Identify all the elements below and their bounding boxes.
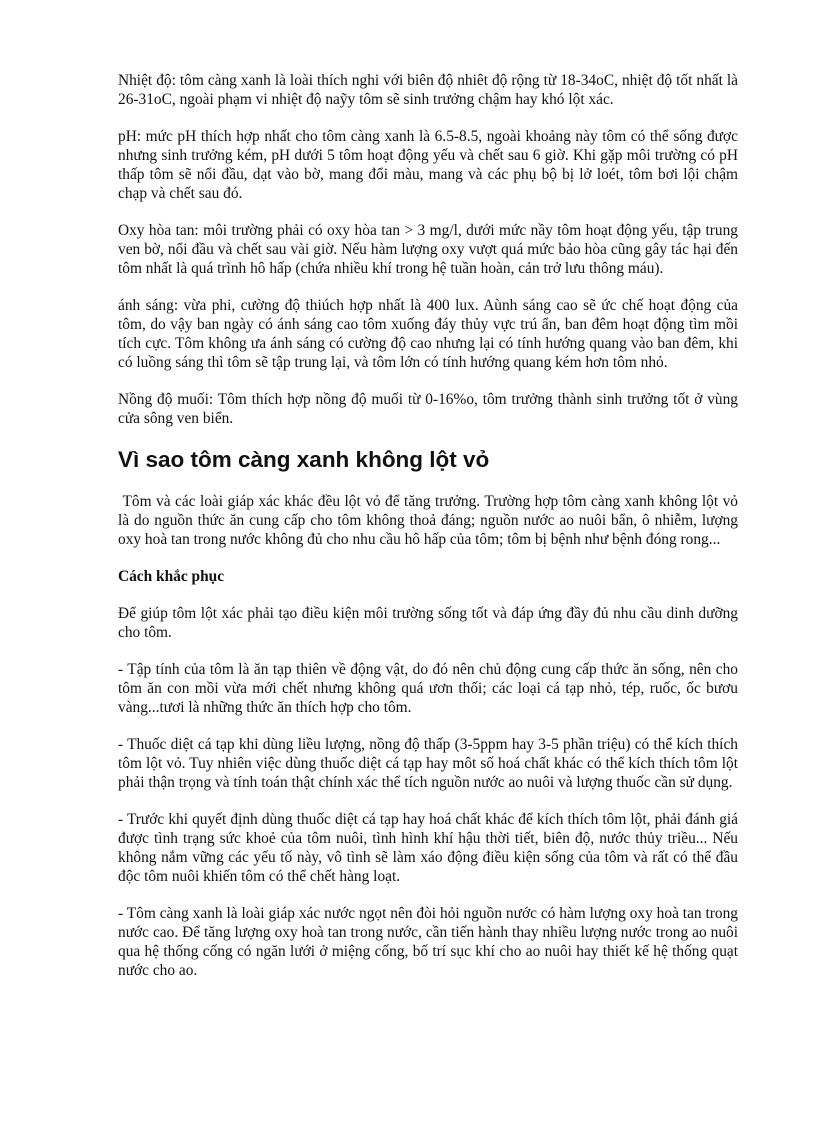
paragraph-remedy-assessment: - Trước khi quyết định dùng thuốc diệt cá tạp hay hoá chất khác để kích thích tôm lột, phải đánh giá được tình trạng sức khoẻ của tôm nuôi, tình hình khí hậu thời tiết, biên độ, nước thủy triều... Nếu không nắm vững các yếu tố này, vô tình sẽ làm xáo động điều kiện sống của tôm và rất có thể đầu độc tôm nuôi khiến tôm có thể chết hàng loạt. <box>118 811 738 885</box>
section-heading: Vì sao tôm càng xanh không lột vỏ <box>118 447 490 472</box>
paragraph-dissolved-oxygen: Oxy hòa tan: môi trường phải có oxy hòa tan > 3 mg/l, dưới mức nầy tôm hoạt động yếu, tập trung ven bờ, nổi đầu và chết sau vài giờ. Nếu hàm lượng oxy vượt quá mức bảo hòa cũng gây tác hại đến tôm nhất là quá trình hô hấp (chứa nhiều khí trong hệ tuần hoàn, cản trở lưu thông máu). <box>118 222 738 277</box>
paragraph-light: ánh sáng: vừa phi, cường độ thiúch hợp nhất là 400 lux. Aùnh sáng cao sẽ ức chế hoạt động của tôm, do vậy ban ngày có ánh sáng cao tôm xuống đáy thủy vực trú ẩn, ban đêm hoạt động tìm mồi tích cực. Tôm không ưa ánh sáng có cường độ cao nhưng lại có tính hướng quang vào ban đêm, khi có luồng sáng thì tôm sẽ tập trung lại, và tôm lớn có tính hướng quang kém hơn tôm nhỏ. <box>118 297 738 371</box>
paragraph-temperature: Nhiệt độ: tôm càng xanh là loài thích nghi với biên độ nhiêt độ rộng từ 18-34oC, nhiệt độ tốt nhất là 26-31oC, ngoài phạm vi nhiệt độ naỹy tôm sẽ sinh trưởng chậm hay khó lột xác. <box>118 72 738 108</box>
paragraph-remedy-summary: Để giúp tôm lột xác phải tạo điều kiện môi trường sống tốt và đáp ứng đầy đủ nhu cầu dinh dưỡng cho tôm. <box>118 605 738 641</box>
paragraph-salinity: Nồng độ muối: Tôm thích hợp nồng độ muối từ 0-16%o, tôm trưởng thành sinh trưởng tốt ở vùng cửa sông ven biển. <box>118 391 738 427</box>
paragraph-remedy-oxygen: - Tôm càng xanh là loài giáp xác nước ngọt nên đòi hỏi nguồn nước có hàm lượng oxy hoà tan trong nước cao. Để tăng lượng oxy hoà tan trong nước, cần tiến hành thay nhiều lượng nước trong ao nuôi qua hệ thống cống có ngăn lưới ở miệng cống, bố trí sục khí cho ao nuôi hay thiết kế hệ thống quạt nước cho ao. <box>118 905 738 979</box>
document-body <box>118 71 742 998</box>
paragraph-ph: pH: mức pH thích hợp nhất cho tôm càng xanh là 6.5-8.5, ngoài khoảng này tôm có thể sống được nhưng sinh trưởng kém, pH dưới 5 tôm hoạt động yếu và chết sau 6 giờ. Khi gặp môi trường có pH thấp tôm sẽ nổi đầu, dạt vào bờ, mang đổi màu, mang và các phụ bộ bị lở loét, tôm bơi lội chậm chạp và chết sau đó. <box>118 128 738 202</box>
subheading-remedy: Cách khắc phục <box>118 568 225 585</box>
paragraph-remedy-chemicals: - Thuốc diệt cá tạp khi dùng liều lượng, nồng độ thấp (3-5ppm hay 3-5 phần triệu) có thể kích thích tôm lột vỏ. Tuy nhiên việc dùng thuốc diệt cá tạp hay môt số hoá chất khác có thể kích thích tôm lột phải thận trọng và tính toán thật chính xác thể tích nguồn nước ao nuôi và lượng thuốc cần sử dụng. <box>118 736 738 791</box>
paragraph-intro: Tôm và các loài giáp xác khác đều lột vỏ để tăng trưởng. Trường hợp tôm càng xanh không lột vỏ là do nguồn thức ăn cung cấp cho tôm không thoả đáng; nguồn nước ao nuôi bẩn, ô nhiễm, lượng oxy hoà tan trong nước không đủ cho nhu cầu hô hấp của tôm; tôm bị bệnh như bệnh đóng rong... <box>118 493 742 548</box>
paragraph-remedy-feeding: - Tập tính của tôm là ăn tạp thiên về động vật, do đó nên chủ động cung cấp thức ăn sống, nên cho tôm ăn con mồi vừa mới chết nhưng không quá ươn thối; các loại cá tạp nhỏ, tép, ruốc, ốc bươu vàng...tươi là những thức ăn thích hợp cho tôm. <box>118 661 738 716</box>
